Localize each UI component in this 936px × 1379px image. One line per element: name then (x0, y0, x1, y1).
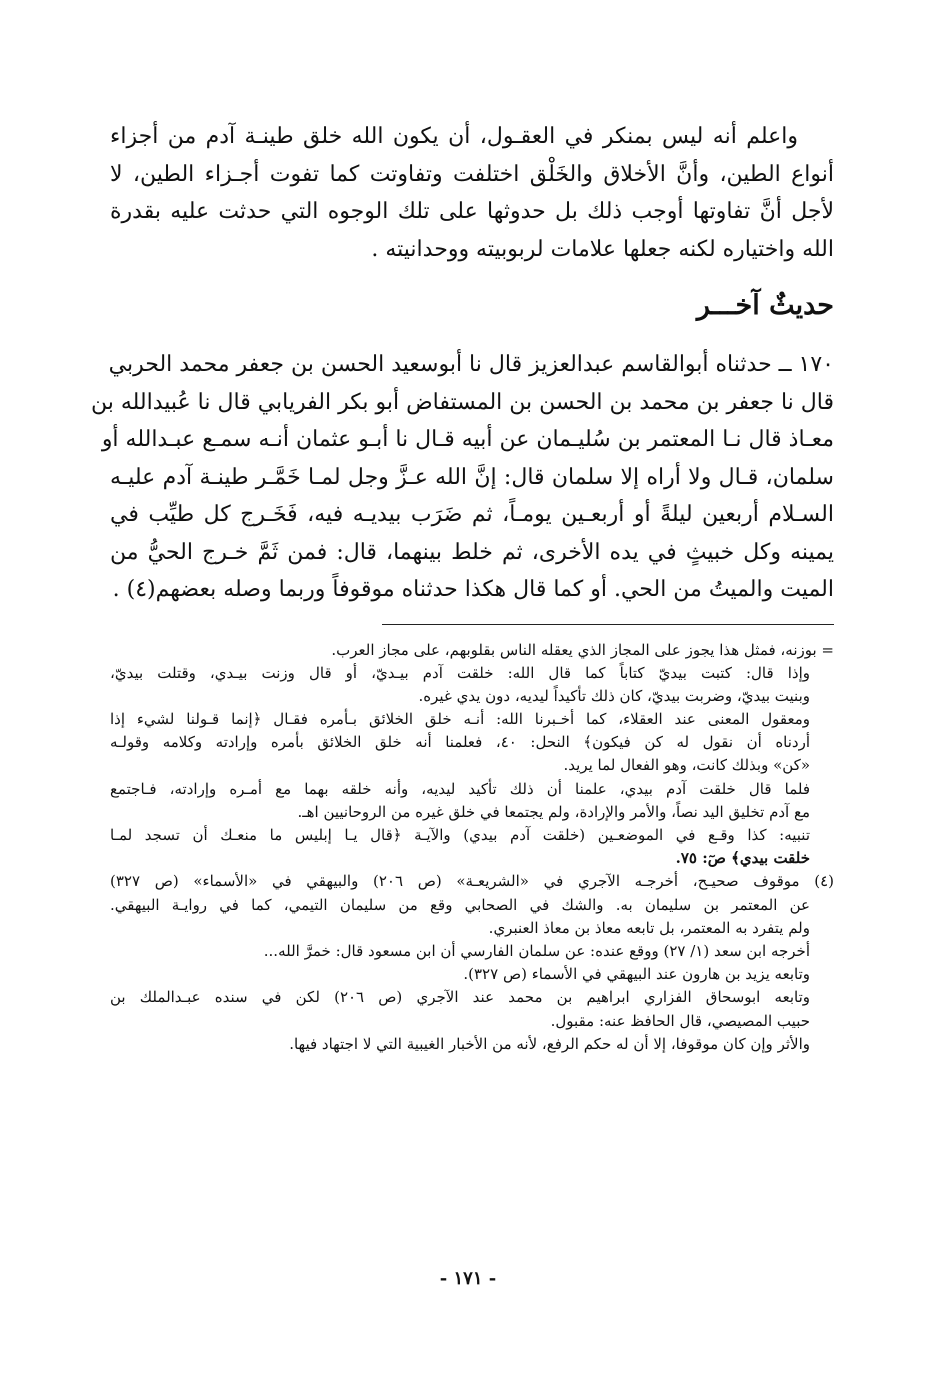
footnote-line: عن المعتمر بن سليمان به. والشك في الصحابي وقع من سليمان التيمي، كما في روايـة البيهقي. (110, 895, 810, 914)
footnote-line: (٤) موقوف صحيـح، أخرجـه الآجري في «الشريعـة» (ص ٢٠٦) والبيهقي في «الأسماء» (ص ٣٢٧) (110, 872, 834, 891)
footnote-line: أردناه أن نقول له كن فيكون﴾ النحل: ٤٠، فعلمنا أنه خلق الخلائق بأمره وإرادته وكلامه وقولـه (110, 733, 811, 752)
footnote-line: حبيب المصيصي، قال الحافظ عنه: مقبول. (550, 1011, 810, 1030)
footnote-line: وتابعه يزيد بن هارون عند البيهقي في الأسماء (ص ٣٢٧). (463, 965, 810, 984)
footnote-line: وتابعه ابوسحاق الفزاري ابراهيم بن محمد عند الآجري (ص ٢٠٦) لكن في سنده عبـدالملك بن (110, 988, 810, 1007)
footnote-line: تنبيه: كذا وقـع في الموضعـين (خلقت آدم بيدي) والآيـة ﴿قال يـا إبليس ما منعـك أن تسجد لمـا (110, 826, 810, 844)
text-line: يمينه وكل خبيثٍ في يده الأخرى، ثم خلط بينهما، قال: فمن ثَمَّ خـرج الحيُّ من (110, 539, 834, 565)
intro-paragraph (110, 118, 834, 268)
text-line: قال نا جعفر بن محمد بن الحسن بن المستفاض أبو بكر الفريابي قال نا عُبيدالله بن (90, 389, 834, 415)
text-line: الله واختياره لكنه جعلها علامات لربوبيته ووحدانيته . (371, 236, 834, 262)
footnote-line: وإذا قال: كتبت بيديّ كتاباً كما قال الله: خلقت آدم بيـديّ، أو قال وزنت بيـدي، وقتلت بيديّ، (110, 663, 810, 682)
footnote-line: مع آدم تخليق اليد نصاً، والأمر والإرادة، ولم يجتمعا في خلق غيره من الروحانيين اهـ. (297, 802, 810, 821)
footnote-line: فلما قال خلقت آدم بيدي، علمنا أن ذلك تأكيد ليديه، وأنه خلقه بهما مع أمـره وإرادته، فـاجتمع (110, 779, 810, 798)
footnote-line: = بوزنه، فمثل هذا يجوز على المجاز الذي يعقله الناس بقلوبهم، على مجاز العرب. (331, 640, 834, 659)
footnote-line: «كن» وبذلك كانت، وهو الفعال لما يريد. (563, 756, 810, 775)
text-line: سلمان، قـال ولا أراه إلا سلمان قال: إنَّ الله عـزَّ وجل لمـا خَمَّـر طينـة آدم عليـه (110, 464, 834, 490)
page-number: - ١٧١ - (439, 1268, 497, 1289)
footnote-line: والأثر وإن كان موقوفا، إلا أن له حكم الرفع، لأنه من الأخبار الغيبية التي لا اجتهاد فيها. (289, 1034, 810, 1053)
footnote-line: خلقت بيدي﴾ صٓ: ٧٥. (675, 849, 810, 868)
section-heading: حديثٌ آخـــر (696, 290, 834, 321)
text-line: أنواع الطين، وأنَّ الأخلاق والخَلْق اختلفت وتفاوتت كما تفوت أجـزاء الطين، لا (110, 161, 834, 187)
footnote-divider (382, 624, 834, 625)
footnote-line: وبنيت بيديّ، وضربت بيديّ، كان ذلك تأكيداً ليديه، دون يدي غيره. (418, 686, 810, 705)
footnote-line: أخرجه ابن سعد (١/ ٢٧) ووقع عنده: عن سلمان الفارسي أن ابن مسعود قال: خمرَّ الله... (263, 941, 810, 960)
page-body (90, 118, 834, 1056)
text-line: معـاذ قال نـا المعتمر بن سُليـمان عن أبيه قـال نا أبـو عثمان أنـه سمـع عبـدالله أو (101, 427, 834, 452)
text-line: لأجل أنَّ تفاوتها أوجب ذلك بل حدوثها على تلك الوجوه التي حدثت عليه بقدرة (110, 199, 834, 224)
text-line: الميت والميتُ من الحي. أو كما قال هكذا حدثناه موقوفاً وربما وصله بعضهم(٤) . (112, 577, 834, 602)
text-line: واعلم أنه ليس بمنكر في العقـول، أن يكون الله خلق طينـة آدم من أجزاء (110, 124, 798, 149)
text-line: ١٧٠ ــ حدثناه أبوالقاسم عبدالعزيز قال نا أبوسعيد الحسن بن جعفر محمد الحربي (108, 352, 834, 377)
hadith-paragraph (90, 346, 834, 609)
text-line: السـلام أربعين ليلةً أو أربعـين يومـاً، ثم ضَرَب بيديـه فيه، فَخَـرج كل طيِّب في (110, 502, 834, 527)
footnote-line: ولم يتفرد به المعتمر، بل تابعه معاذ بن معاذ العنبري. (488, 918, 810, 937)
footnote-line: ومعقول المعنى عند العقلاء، كما أخـبرنا الله: أنـه خلق الخلائق بـأمره فقـال ﴿إنما قـولنا لشيء إذا (110, 710, 810, 729)
footnotes (110, 639, 834, 1056)
